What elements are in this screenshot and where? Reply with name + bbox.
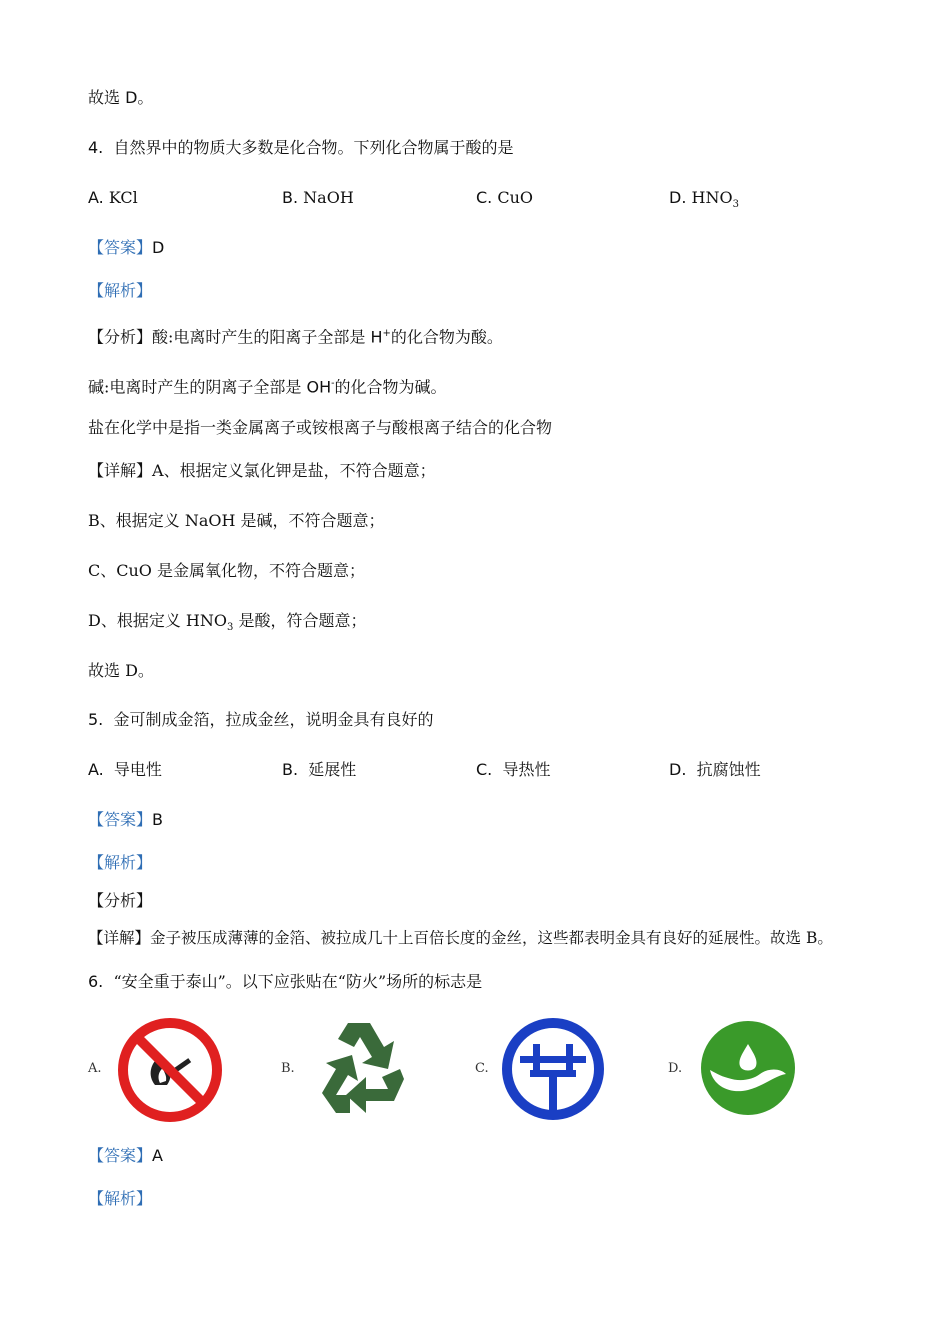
recycle-icon xyxy=(308,1017,418,1123)
q6-analysis-tag: 【解析】 xyxy=(88,1189,153,1208)
q4-salt-definition: 盐在化学中是指一类金属离子或铵根离子与酸根离子结合的化合物 xyxy=(88,418,553,437)
q6-stem: 6. “安全重于泰山”。以下应张贴在“防火”场所的标志是 xyxy=(88,972,483,991)
q6-answer: 【答案】A xyxy=(88,1146,163,1165)
q5-option-d: D. 抗腐蚀性 xyxy=(669,760,761,779)
water-saving-icon xyxy=(698,1018,798,1118)
q5-detail: 【详解】金子被压成薄薄的金箔、被拉成几十上百倍长度的金丝，这些都表明金具有良好的延展性。故选 B。 xyxy=(88,929,833,947)
q5-fenxi-tag: 【分析】 xyxy=(88,891,153,910)
q4-option-a: A. KCl xyxy=(88,188,138,207)
q6-option-c-label: C. xyxy=(475,1061,489,1076)
q4-stem: 4. 自然界中的物质大多数是化合物。下列化合物属于酸的是 xyxy=(88,138,514,157)
q4-detail-d: D、根据定义 $HNO_3$ 是酸，符合题意； xyxy=(88,611,367,634)
q5-option-a: A. 导电性 xyxy=(88,760,162,779)
q5-analysis-tag: 【解析】 xyxy=(88,853,153,872)
q4-detail-a: 【详解】A、根据定义氯化钾是盐，不符合题意； xyxy=(88,461,436,480)
q4-fenxi: 【分析】酸:电离时产生的阳离子全部是 H+的化合物为酸。 xyxy=(88,327,503,347)
q4-analysis-tag: 【解析】 xyxy=(88,281,153,300)
q6-option-a-label: A. xyxy=(88,1061,102,1076)
q4-detail-b: B、根据定义 NaOH 是碱，不符合题意； xyxy=(88,511,385,530)
q4-conclusion: 故选 D。 xyxy=(88,661,154,680)
blue-circle-sign-icon xyxy=(500,1016,606,1122)
no-fire-sign-icon xyxy=(115,1015,225,1125)
q5-option-b: B. 延展性 xyxy=(282,760,357,779)
q5-answer: 【答案】B xyxy=(88,810,163,829)
q4-option-c: C. CuO xyxy=(476,188,534,207)
q6-option-d-label: D. xyxy=(668,1061,683,1076)
q4-answer: 【答案】D xyxy=(88,238,165,257)
q4-option-b: B. NaOH xyxy=(282,188,354,207)
q5-option-c: C. 导热性 xyxy=(476,760,551,779)
q4-detail-c: C、CuO 是金属氧化物，不符合题意； xyxy=(88,561,365,580)
q6-option-b-label: B. xyxy=(281,1061,295,1076)
q4-option-d: D. $HNO_3$ xyxy=(669,188,739,211)
q4-base-definition: 碱:电离时产生的阴离子全部是 OH-的化合物为碱。 xyxy=(88,377,447,397)
q3-conclusion: 故选 D。 xyxy=(88,88,154,107)
q5-stem: 5. 金可制成金箔，拉成金丝，说明金具有良好的 xyxy=(88,710,434,729)
